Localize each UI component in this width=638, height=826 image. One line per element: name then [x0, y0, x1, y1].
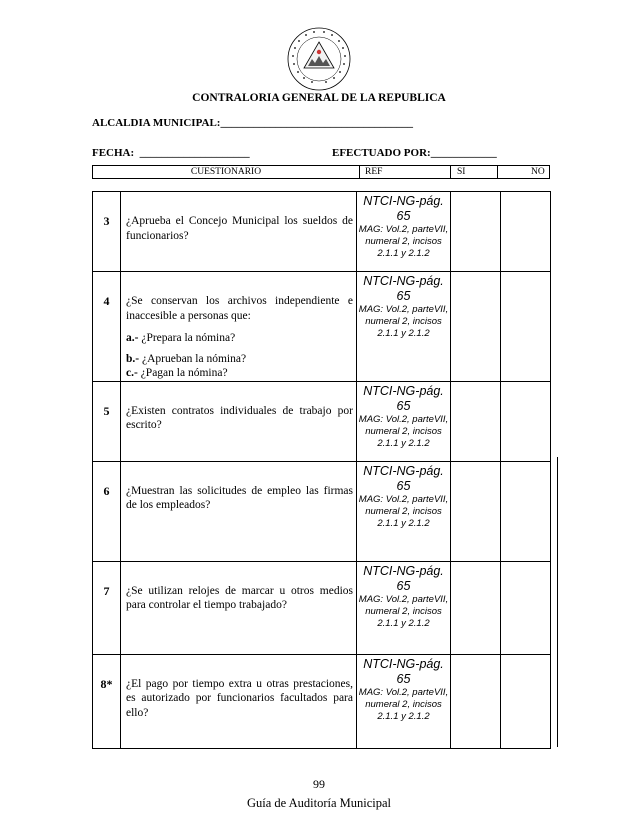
reference-detail: MAG: Vol.2, parteVII, numeral 2, incisos 2.1.1 y 2.1.2: [358, 224, 449, 259]
si-answer-cell[interactable]: [451, 272, 501, 382]
reference-detail: MAG: Vol.2, parteVII, numeral 2, incisos 2.1.1 y 2.1.2: [358, 493, 449, 529]
questionnaire-header-bar: [92, 165, 550, 179]
reference-cell: [357, 654, 451, 748]
table-edge-line: [557, 457, 558, 747]
reference-cell: [357, 192, 451, 272]
question-number: 3: [93, 192, 121, 272]
table-row: [93, 381, 551, 461]
no-answer-cell[interactable]: [501, 272, 551, 382]
reference-main: NTCI-NG-pág. 65: [363, 194, 444, 223]
header-divider: [450, 166, 451, 178]
question-text: ¿Se conservan los archivos independiente e inaccesible a personas que:: [126, 295, 353, 322]
option-text: ¿Prepara la nómina?: [141, 332, 236, 344]
question-option: [126, 352, 353, 367]
reference-main: NTCI-NG-pág. 65: [363, 274, 444, 303]
reference-cell: [357, 381, 451, 461]
reference-cell: [357, 461, 451, 561]
reference-detail: MAG: Vol.2, parteVII, numeral 2, incisos 2.1.1 y 2.1.2: [358, 686, 449, 722]
question-text: ¿Muestran las solicitudes de empleo las firmas de los empleados?: [121, 461, 357, 561]
table-row: [93, 654, 551, 748]
option-text: ¿Aprueban la nómina?: [141, 352, 247, 365]
reference-detail: MAG: Vol.2, parteVII, numeral 2, incisos 2.1.1 y 2.1.2: [358, 593, 449, 629]
alcaldia-field: ALCALDIA MUNICIPAL:___________________________________: [92, 117, 413, 129]
page-number: 99: [313, 777, 325, 791]
option-letter: a.-: [126, 332, 139, 344]
header-divider: [497, 166, 498, 178]
reference-detail: MAG: Vol.2, parteVII, numeral 2, incisos 2.1.1 y 2.1.2: [358, 304, 449, 339]
reference-detail: MAG: Vol.2, parteVII, numeral 2, incisos 2.1.1 y 2.1.2: [358, 413, 449, 449]
question-number: 8*: [93, 654, 121, 748]
reference-cell: [357, 272, 451, 382]
question-number: 4: [93, 272, 121, 382]
si-answer-cell[interactable]: [451, 561, 501, 654]
question-text: ¿Aprueba el Concejo Municipal los sueldos de funcionarios?: [121, 192, 357, 272]
option-letter: c.-: [126, 367, 138, 379]
no-answer-cell[interactable]: [501, 654, 551, 748]
question-number: 7: [93, 561, 121, 654]
question-text: ¿Se utilizan relojes de marcar u otros medios para controlar el tiempo trabajado?: [121, 561, 357, 654]
si-answer-cell[interactable]: [451, 192, 501, 272]
reference-main: NTCI-NG-pág. 65: [363, 563, 444, 593]
question-cell: [121, 272, 357, 382]
si-answer-cell[interactable]: [451, 381, 501, 461]
footer-title: Guía de Auditoría Municipal: [246, 796, 392, 810]
table-row: [93, 192, 551, 272]
table-row: [93, 272, 551, 382]
si-answer-cell[interactable]: [451, 654, 501, 748]
reference-main: NTCI-NG-pág. 65: [363, 656, 444, 686]
efectuado-por-field: EFECTUADO POR:____________: [332, 147, 497, 159]
column-header-ref: REF: [365, 167, 383, 177]
column-header-no: NO: [531, 167, 545, 177]
option-text: ¿Pagan la nómina?: [140, 367, 228, 379]
question-number: 6: [93, 461, 121, 561]
question-option: [126, 331, 353, 346]
question-option: [126, 366, 353, 381]
no-answer-cell[interactable]: [501, 561, 551, 654]
question-text: ¿Existen contratos individuales de trabajo por escrito?: [121, 381, 357, 461]
organization-title: CONTRALORIA GENERAL DE LA REPUBLICA: [192, 92, 446, 104]
table-row: [93, 461, 551, 561]
si-answer-cell[interactable]: [451, 461, 501, 561]
header-divider: [359, 166, 360, 178]
fecha-field: FECHA: ____________________: [92, 147, 250, 159]
no-answer-cell[interactable]: [501, 381, 551, 461]
question-number: 5: [93, 381, 121, 461]
republic-seal-icon: [281, 26, 357, 92]
no-answer-cell[interactable]: [501, 192, 551, 272]
table-row: [93, 561, 551, 654]
column-header-si: SI: [457, 167, 466, 177]
reference-main: NTCI-NG-pág. 65: [363, 463, 444, 493]
column-header-cuestionario: CUESTIONARIO: [190, 167, 262, 177]
reference-cell: [357, 561, 451, 654]
reference-main: NTCI-NG-pág. 65: [363, 383, 444, 413]
questionnaire-table: [92, 191, 551, 749]
option-letter: b.-: [126, 352, 140, 365]
question-text: ¿El pago por tiempo extra u otras prestaciones, es autorizado por funcionarios facultados para ello?: [121, 654, 357, 748]
no-answer-cell[interactable]: [501, 461, 551, 561]
